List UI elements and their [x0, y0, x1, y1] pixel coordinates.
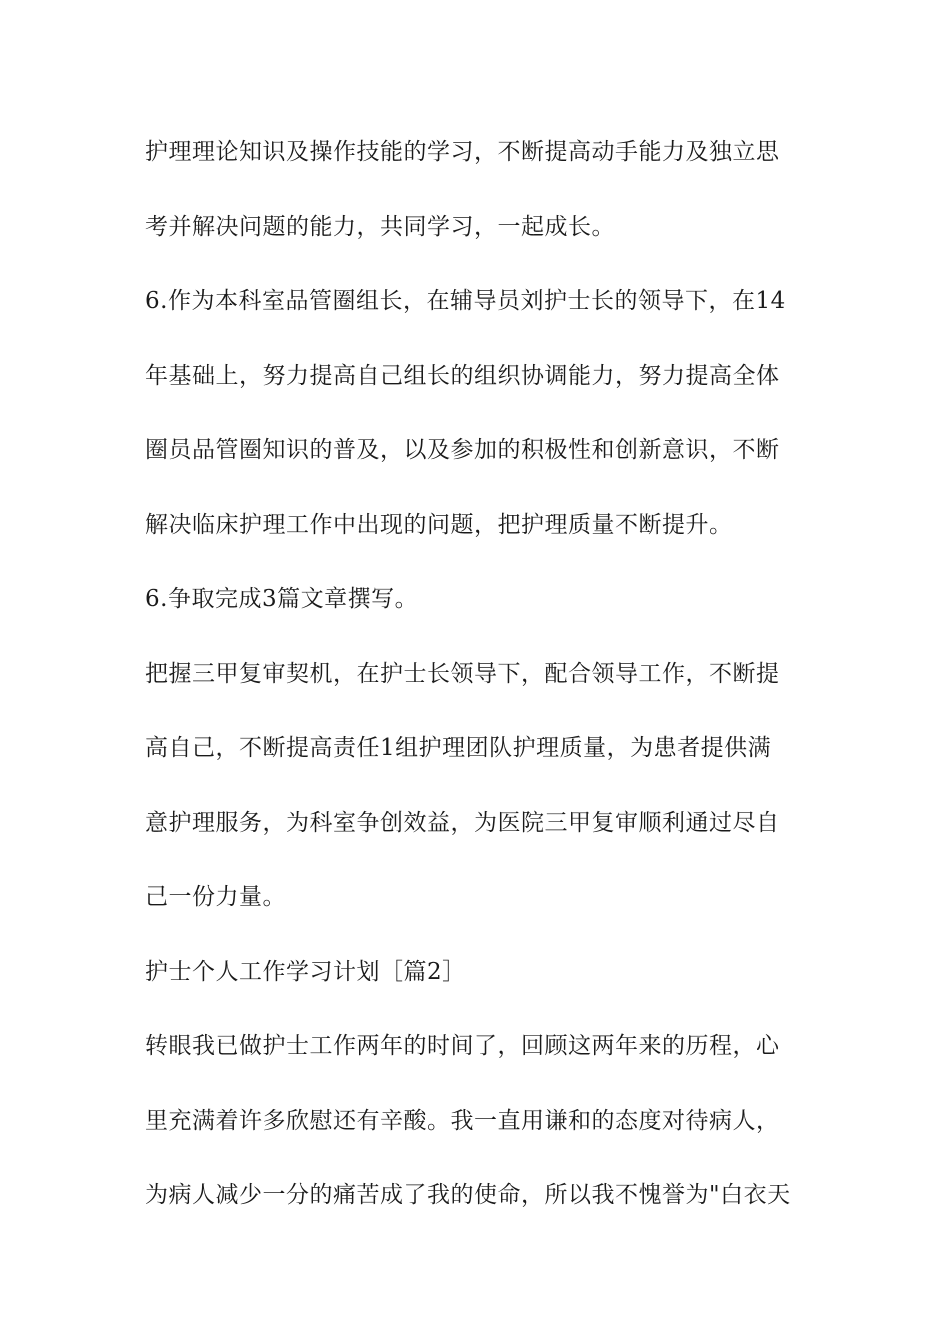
paragraph-line: 高自己，不断提高责任1组护理团队护理质量，为患者提供满: [145, 735, 772, 761]
paragraph-line: 为病人减少一分的痛苦成了我的使命，所以我不愧誉为"白衣天: [145, 1182, 791, 1208]
paragraph-line: 里充满着许多欣慰还有辛酸。我一直用谦和的态度对待病人，: [145, 1108, 780, 1134]
section-heading: 护士个人工作学习计划［篇2］: [145, 959, 466, 985]
list-item-6-second: 6.争取完成3篇文章撰写。: [145, 586, 419, 612]
paragraph-line: 解决临床护理工作中出现的问题，把护理质量不断提升。: [145, 512, 733, 538]
paragraph-line: 护理理论知识及操作技能的学习，不断提高动手能力及独立思: [145, 139, 780, 165]
paragraph-line: 意护理服务，为科室争创效益，为医院三甲复审顺利通过尽自: [145, 810, 780, 836]
paragraph-line: 考并解决问题的能力，共同学习，一起成长。: [145, 214, 615, 240]
paragraph-line: 年基础上，努力提高自己组长的组织协调能力，努力提高全体: [145, 363, 780, 389]
paragraph-line: 把握三甲复审契机，在护士长领导下，配合领导工作，不断提: [145, 661, 780, 687]
paragraph-line: 转眼我已做护士工作两年的时间了，回顾这两年来的历程，心: [145, 1033, 780, 1059]
list-item-6-line-1: 6.作为本科室品管圈组长，在辅导员刘护士长的领导下，在14: [145, 288, 786, 314]
paragraph-line: 圈员品管圈知识的普及，以及参加的积极性和创新意识，不断: [145, 437, 780, 463]
paragraph-line: 己一份力量。: [145, 884, 286, 910]
